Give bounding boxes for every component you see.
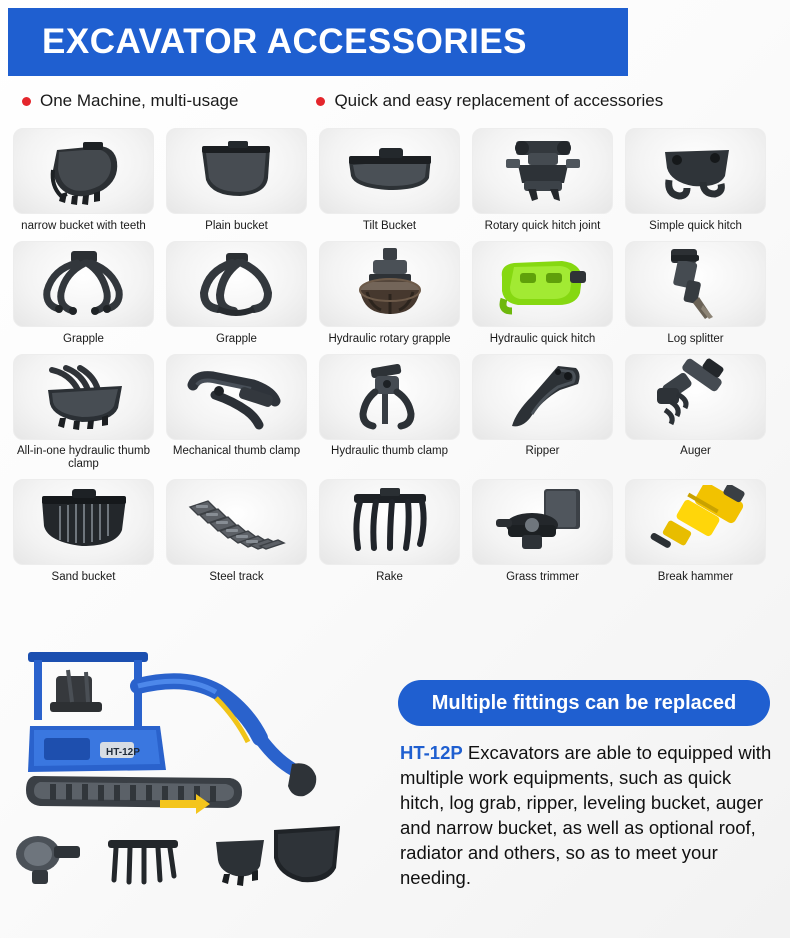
accessory-thumbnail xyxy=(472,241,613,327)
accessory-cell xyxy=(320,354,459,471)
page-title: EXCAVATOR ACCESSORIES xyxy=(42,22,528,61)
accessory-label: Rotary quick hitch joint xyxy=(484,220,601,232)
mini-excavator-icon xyxy=(10,630,390,930)
accessory-label: Auger xyxy=(680,445,711,457)
hydraulic-rotary-grapple-icon xyxy=(335,246,445,322)
accessory-cell xyxy=(473,128,612,233)
accessory-label: narrow bucket with teeth xyxy=(21,220,146,232)
break-hammer-icon xyxy=(638,485,754,559)
accessory-label: Hydraulic quick hitch xyxy=(489,333,596,345)
accessory-label: Tilt Bucket xyxy=(362,220,417,232)
accessory-cell xyxy=(473,479,612,584)
accessory-label: Simple quick hitch xyxy=(649,220,742,232)
accessory-thumbnail xyxy=(472,128,613,214)
sand-bucket-icon xyxy=(26,486,142,558)
all-in-one-hydraulic-thumb-clamp-icon xyxy=(26,360,142,434)
bullet-dot-icon xyxy=(316,97,325,106)
narrow-bucket-with-teeth-icon xyxy=(29,136,139,206)
accessory-thumbnail xyxy=(319,241,460,327)
bullet-label-2: Quick and easy replacement of accessories xyxy=(334,91,664,110)
accessory-label: Rake xyxy=(376,571,403,583)
accessory-cell xyxy=(14,479,153,584)
hydraulic-thumb-clamp-icon xyxy=(335,360,445,434)
accessory-label: Plain bucket xyxy=(205,220,268,232)
ripper-icon xyxy=(488,360,598,434)
accessory-thumbnail xyxy=(13,128,154,214)
accessory-thumbnail xyxy=(319,479,460,565)
accessory-cell xyxy=(473,241,612,346)
description-body: Excavators are able to equipped with multiple work equipments, such as quick hitch, log grab, ripper, leveling bucket, auger and narrow bucket, as well as optional roof, radiator and others, so as to meet your needing. xyxy=(400,742,772,888)
accessory-thumbnail xyxy=(472,479,613,565)
accessory-cell xyxy=(167,479,306,584)
bullet-label-1: One Machine, multi-usage xyxy=(40,91,239,110)
log-splitter-icon xyxy=(641,245,751,323)
accessory-thumbnail xyxy=(13,241,154,327)
bullet-dot-icon xyxy=(22,97,31,106)
bullet-item-1 xyxy=(22,91,238,111)
accessory-thumbnail xyxy=(166,354,307,440)
accessory-cell xyxy=(14,241,153,346)
accessory-label: Grapple xyxy=(216,333,257,345)
steel-track-icon xyxy=(178,487,296,557)
excavator-illustration xyxy=(10,630,390,930)
grapple-icon xyxy=(178,247,296,321)
accessory-label: Mechanical thumb clamp xyxy=(172,445,301,457)
accessory-thumbnail xyxy=(13,479,154,565)
accessory-thumbnail xyxy=(625,354,766,440)
accessory-thumbnail xyxy=(625,128,766,214)
accessory-thumbnail xyxy=(472,354,613,440)
callout-banner xyxy=(398,680,770,726)
accessory-cell xyxy=(167,128,306,233)
accessory-label: Sand bucket xyxy=(51,571,116,583)
accessory-cell xyxy=(626,241,765,346)
rotary-quick-hitch-joint-icon xyxy=(488,135,598,207)
rake-icon xyxy=(332,486,448,558)
accessory-thumbnail xyxy=(625,479,766,565)
grass-trimmer-icon xyxy=(488,485,598,559)
accessory-cell xyxy=(14,128,153,233)
plain-bucket-icon xyxy=(182,136,292,206)
hydraulic-quick-hitch-icon xyxy=(484,249,602,319)
feature-bullets xyxy=(8,84,782,118)
accessory-label: Grapple xyxy=(63,333,104,345)
accessory-thumbnail xyxy=(166,241,307,327)
accessory-label: Steel track xyxy=(209,571,264,583)
accessory-label: Grass trimmer xyxy=(506,571,579,583)
accessory-cell xyxy=(626,128,765,233)
accessory-label: All-in-one hydraulic thumb clamp xyxy=(17,445,150,470)
accessories-grid xyxy=(14,128,776,592)
tilt-bucket-icon xyxy=(335,136,445,206)
accessory-thumbnail xyxy=(625,241,766,327)
callout-label: Multiple fittings can be replaced xyxy=(431,691,737,714)
accessory-label: Hydraulic rotary grapple xyxy=(328,333,451,345)
accessory-cell xyxy=(320,241,459,346)
accessory-label: Log splitter xyxy=(667,333,724,345)
accessory-cell xyxy=(167,241,306,346)
accessory-label: Hydraulic thumb clamp xyxy=(331,445,448,457)
accessory-thumbnail xyxy=(166,479,307,565)
accessory-thumbnail xyxy=(166,128,307,214)
simple-quick-hitch-icon xyxy=(641,136,751,206)
model-name: HT-12P xyxy=(400,742,463,763)
machine-model-label: HT-12P xyxy=(106,747,140,758)
accessory-cell xyxy=(626,479,765,584)
mechanical-thumb-clamp-icon xyxy=(179,361,295,433)
accessory-thumbnail xyxy=(319,354,460,440)
accessory-cell xyxy=(320,128,459,233)
description-text xyxy=(400,740,772,890)
accessory-thumbnail xyxy=(319,128,460,214)
auger-icon xyxy=(641,358,751,436)
accessory-thumbnail xyxy=(13,354,154,440)
grapple-icon xyxy=(25,247,143,321)
header-banner xyxy=(8,8,628,76)
accessory-cell xyxy=(14,354,153,471)
accessory-cell xyxy=(167,354,306,471)
bullet-item-2 xyxy=(316,91,663,111)
accessory-label: Ripper xyxy=(525,445,560,457)
accessory-cell xyxy=(473,354,612,471)
accessory-cell xyxy=(320,479,459,584)
bottom-section xyxy=(0,624,790,938)
accessory-cell xyxy=(626,354,765,471)
accessory-label: Break hammer xyxy=(657,571,734,583)
